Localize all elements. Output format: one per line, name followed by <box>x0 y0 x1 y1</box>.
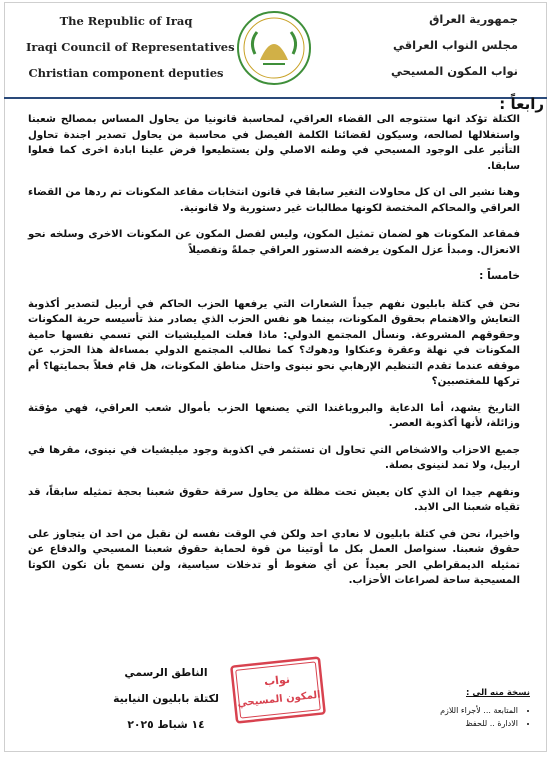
paragraph-3: فمقاعد المكونات هو لضمان تمثيل المكون، وليس لفصل المكون عن المكونات الاخرى وسلخه نحو الانعزال. ومبدأ عزل المكون يرفضه الدستور العراقي جملةً وتفصيلاً <box>28 229 520 256</box>
paragraph-7: ونفهم جيدا ان الذي كان يعيش تحت مظلة من يحاول سرقة حقوق شعبنا بحجة تمثيله سابقاً، قد تقياه شعبنا الى الابد. <box>28 486 520 513</box>
paragraph-1: الكتلة تؤكد انها ستتوجه الى القضاء العراقي، لمحاسبة قانونيا من يحاول المساس بمصالح شعبنا واستغلالها لصالحه، وسيكون لقضائنا الكلمة الفيصل في محاسبة من يحاول تصدير اجندة تحاول التأثير على الوجود المسيحي في وطنه الاصلي ولن يستطيعوا فرض علينا ابادة اخرى كما فعلوا سابقا. <box>28 114 520 172</box>
signature-role: الناطق الرسمي <box>124 666 208 679</box>
copies-list <box>380 706 530 728</box>
section-heading-fifth: خامساً : <box>479 270 520 282</box>
stamp-line-1: نواب <box>263 672 291 689</box>
paragraph-2: وهنا نشير الى ان كل محاولات التغير سابقا في قانون انتخابات مقاعد المكونات تم ردها من القضاء العراقي والمحاكم المختصة لكونها مطالبات غير دستورية ولا قانونية. <box>28 187 520 214</box>
signature-org: لكتلة بابليون النيابية <box>113 692 219 705</box>
signature-date: ١٤ شباط ٢٠٢٥ <box>127 718 205 731</box>
republic-title-ar: جمهورية العراق <box>429 12 518 26</box>
council-title-en: Iraqi Council of Representatives <box>26 40 235 54</box>
copies-title: نسخة منه الى : <box>466 688 530 698</box>
header-rule <box>4 97 547 99</box>
header-arabic <box>348 12 518 90</box>
signature-block <box>96 660 236 738</box>
official-stamp <box>228 654 328 726</box>
statement-body <box>28 112 520 600</box>
copies-item: • الادارة .. للحفظ <box>380 719 518 728</box>
copies-item: • المتابعة ... لأجراء اللازم <box>380 706 518 715</box>
council-logo <box>235 8 313 88</box>
paragraph-6: جميع الاحزاب والاشخاص التي تحاول ان تستثمر في اكذوبة وجود ميليشيات في نينوى، مقرها في اربيل، ولا تمد لنينوى بصلة. <box>28 444 520 471</box>
header-english <box>26 14 235 92</box>
republic-title-en: The Republic of Iraq <box>59 14 193 28</box>
stamp-line-2: المكون المسيحي <box>236 689 322 710</box>
paragraph-4: نحن في كتلة بابليون نفهم جيداً الشعارات التي يرفعها الحزب الحاكم في أربيل لتصدير أكذوبة التعايش والاهتمام بحقوق المكونات، بينما هو نفس الحزب الذي يصادر منذ تأسيسه حرية المكونات وحقوقهم المشروعة. ونسأل المجتمع الدولي: ماذا فعلت الميليشيات التي تسمي نفسها حامية المكونات في نهلة وعقرة وعنكاوا ودهوك؟ كما نطالب المجتمع الدولي بمساءلة هذا الحزب عن موقفه عندما تقدم التنظيم الإرهابي نحو نينوى واحتل مناطق المكونات، هل قام فعلاً بحمايتها؟ أم تركها للمغتصبين؟ <box>28 298 520 387</box>
section-marker: رابعاً : <box>499 95 544 113</box>
copies-block <box>380 688 530 732</box>
paragraph-5: التاريخ يشهد، أما الدعاية والبروباغندا التي يصنعها الحزب بأموال شعب العراقي، فهي مؤقتة وزائلة، لأنها أكذوبة العصر. <box>28 402 520 429</box>
council-title-ar: مجلس النواب العراقي <box>392 38 518 52</box>
paragraph-8: واخيرا، نحن في كتلة بابليون لا نعادي احد ولكن في الوقت نفسه لن نقبل من احد ان يتجاوز على حقوق شعبنا. سنواصل العمل بكل ما أوتينا من قوة لحماية حقوق شعبنا المسيحي والدفاع عن تمثيله الديمقراطي الحر بعيداً عن أي ضغوط أو تدخلات سياسية، ولن نسمح بأن تكون الكوتا المسيحية ساحة لصراعات الأحزاب. <box>28 528 520 586</box>
component-title-en: Christian component deputies <box>28 66 224 80</box>
component-title-ar: نواب المكون المسيحي <box>390 64 518 78</box>
